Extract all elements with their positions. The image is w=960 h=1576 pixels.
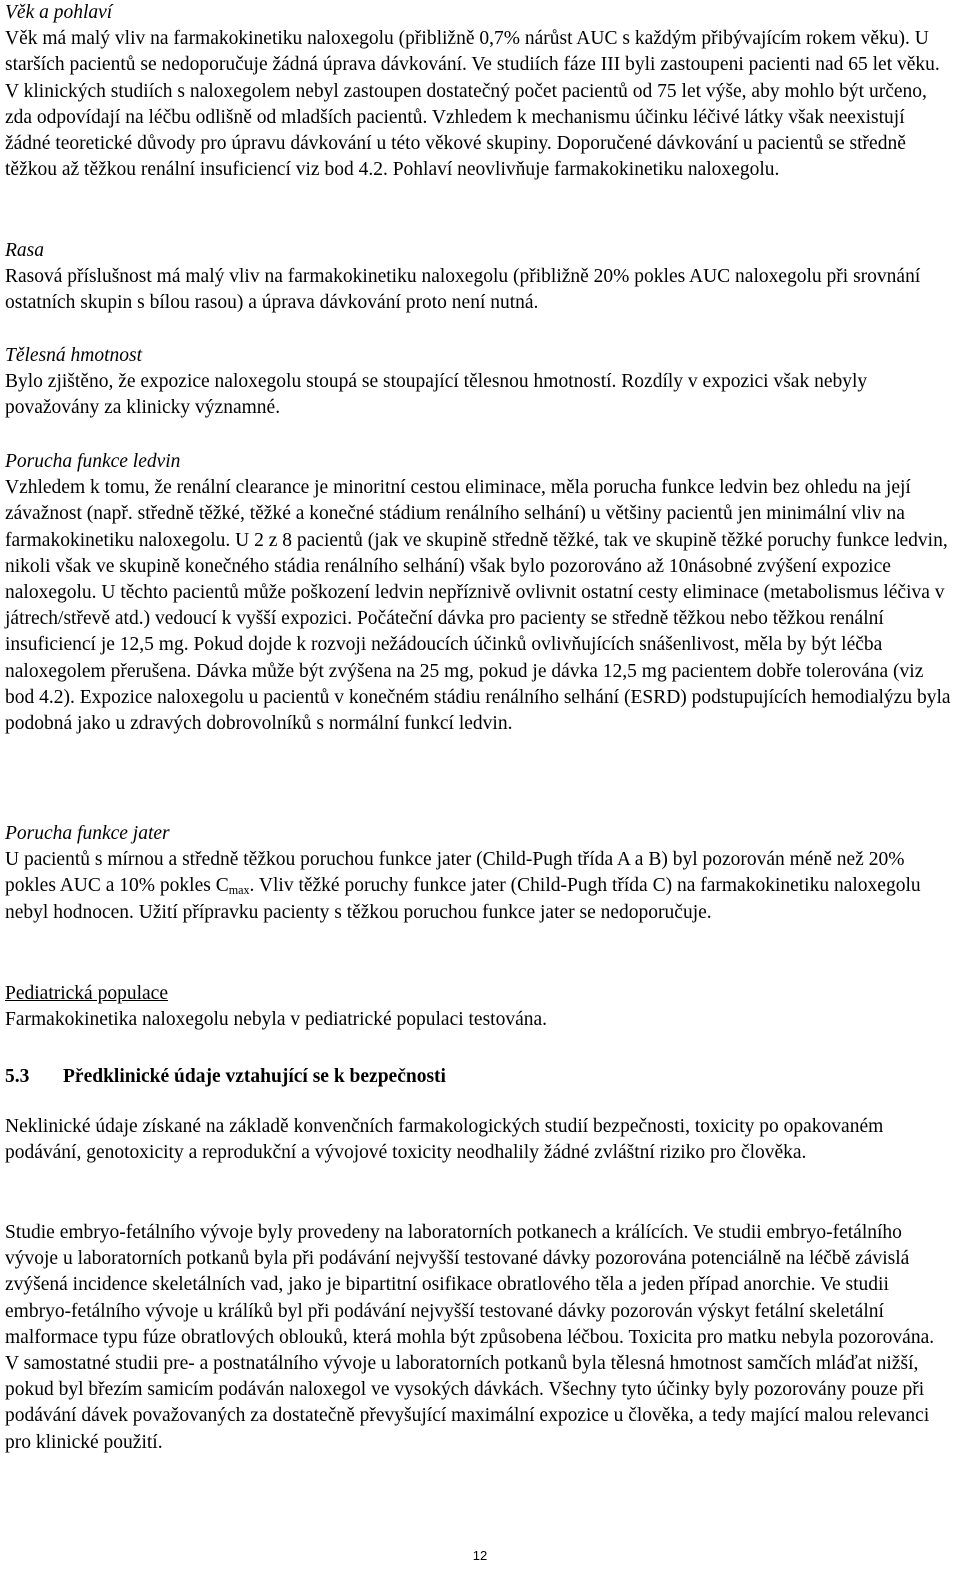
section-5-3-title	[5, 1064, 446, 1090]
section-5-3-paragraph-2	[5, 1220, 953, 1456]
section-age-sex	[5, 0, 953, 183]
cmax-subscript: max	[228, 883, 250, 898]
section-heading-renal-impairment: Porucha funkce ledvin	[5, 451, 181, 472]
section-heading-body-weight: Tělesná hmotnost	[5, 345, 143, 366]
paragraph-nonclinical: Neklinické údaje získané na základě konvenčních farmakologických studií bezpečnosti, toxicity po opakovaném podávání, genotoxicity a reprodukční a vývojové toxicity neodhalily žádné zvláštní riziko pro člověka.	[5, 1116, 884, 1164]
section-heading-hepatic-impairment: Porucha funkce jater	[5, 823, 170, 844]
paragraph-age-sex: Věk má malý vliv na farmakokinetiku naloxegolu (přibližně 0,7% nárůst AUC s každým přibývajícím rokem věku). U starších pacientů se nedoporučuje žádná úprava dávkování. Ve studiích fáze III byli zastoupeni pacienti nad 65 let věku. V klinických studiích s naloxegolem nebyl zastoupen dostatečný počet pacientů od 75 let výše, aby mohlo být určeno, zda odpovídají na léčbu odlišně od mladších pacientů. Vzhledem k mechanismu účinku léčivé látky však neexistují žádné teoretické důvody pro úpravu dávkování u této věkové skupiny. Doporučené dávkování u pacientů se středně těžkou až těžkou renální insuficiencí viz bod 4.2. Pohlaví neovlivňuje farmakokinetiku naloxegolu.	[5, 28, 940, 181]
page-number: 12	[472, 1548, 488, 1563]
section-5-3-paragraph-1	[5, 1114, 953, 1166]
paragraph-pre-postnatal: V samostatné studii pre- a postnatálního vývoje u laboratorních potkanů byla tělesná hmotnost samčích mláďat nižší, pokud byl březím samicím podáván naloxegol ve vysokých dávkách. Všechny tyto účinky byly pozorovány pouze při podávání dávek považovaných za dostatečně převyšující maximální expozice u člověka, a tedy mající malou relevanci pro klinické použití.	[5, 1353, 930, 1453]
section-title-text: Předklinické údaje vztahující se k bezpečnosti	[63, 1066, 446, 1087]
section-hepatic-impairment	[5, 821, 953, 926]
paragraph-body-weight: Bylo zjištěno, že expozice naloxegolu stoupá se stoupající tělesnou hmotností. Rozdíly v expozici však nebyly považovány za klinicky významné.	[5, 371, 868, 419]
paragraph-embryo-fetal: Studie embryo-fetálního vývoje byly provedeny na laboratorních potkanech a králících. Ve studii embryo-fetálního vývoje u laboratorních potkanů byla při podávání nejvyšší testované dávky pozorována potenciálně na léčbě závislá zvýšená incidence skeletálních vad, jako je bipartitní osifikace obratlového těla a jeden případ anorchie. Ve studii embryo-fetálního vývoje u králíků byl při podávání nejvyšší testované dávky pozorován výskyt fetální skeletální malformace typu fúze obratlových oblouků, která mohla být způsobena léčbou. Toxicita pro matku nebyla pozorována.	[5, 1222, 935, 1348]
section-heading-race: Rasa	[5, 240, 44, 261]
section-heading-age-sex: Věk a pohlaví	[5, 2, 113, 23]
section-race	[5, 238, 953, 317]
section-body-weight	[5, 343, 953, 422]
section-number: 5.3	[5, 1066, 30, 1087]
section-heading-pediatric: Pediatrická populace	[5, 983, 168, 1004]
paragraph-renal-impairment: Vzhledem k tomu, že renální clearance je minoritní cestou eliminace, měla porucha funkce ledvin bez ohledu na její závažnost (např. středně těžké, těžké a konečné stádium renálního selhání) u většiny pacientů jen minimální vliv na farmakokinetiku naloxegolu. U 2 z 8 pacientů (jak ve skupině středně těžké, tak ve skupině těžké poruchy funkce ledvin, nikoli však ve skupině konečného stádia renálního selhání) však bylo pozorováno až 10násobné zvýšení expozice naloxegolu. U těchto pacientů může poškození ledvin nepříznivě ovlivnit ostatní cesty eliminace (metabolismus léčiva v játrech/střevě atd.) vedoucí k vyšší expozici. Počáteční dávka pro pacienty se středně těžkou nebo těžkou renální insuficiencí je 12,5 mg. Pokud dojde k rozvoji nežádoucích účinků ovlivňujících snášenlivost, měla by být léčba naloxegolem přerušena. Dávka může být zvýšena na 25 mg, pokud je dávka 12,5 mg pacientem dobře tolerována (viz bod 4.2). Expozice naloxegolu u pacientů v konečném stádiu renálního selhání (ESRD) podstupujících hemodialýzu byla podobná jako u zdravých dobrovolníků s normální funkcí ledvin.	[5, 477, 951, 735]
section-renal-impairment	[5, 449, 953, 737]
paragraph-pediatric: Farmakokinetika naloxegolu nebyla v pediatrické populaci testována.	[5, 1009, 548, 1031]
section-pediatric	[5, 981, 953, 1033]
hepatic-text-before: U pacientů s mírnou a středně těžkou poruchou funkce jater (Child-Pugh třída A a B) byl pozorován méně než 20% pokles AUC a 10% pokles C	[5, 849, 905, 897]
paragraph-race: Rasová příslušnost má malý vliv na farmakokinetiku naloxegolu (přibližně 20% pokles AUC naloxegolu při srovnání ostatních skupin s bílou rasou) a úprava dávkování proto není nutná.	[5, 266, 921, 314]
paragraph-hepatic-impairment	[5, 847, 953, 926]
hepatic-text-after: . Vliv těžké poruchy funkce jater (Child-Pugh třída C) na farmakokinetiku naloxegolu nebyl hodnocen. Užití přípravku pacienty s těžkou poruchou funkce jater se nedoporučuje.	[5, 875, 921, 923]
